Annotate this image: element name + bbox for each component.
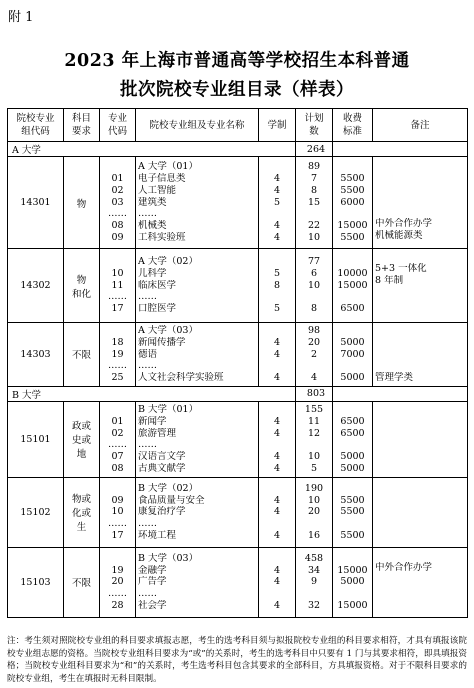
university-plan-cell: 803 (296, 386, 333, 401)
subject-requirement-line: 不限 (71, 350, 91, 362)
plan-count-column (296, 477, 333, 547)
tuition-fee-cell: 5500 (340, 231, 365, 243)
page-title-line-1: 2023 年上海市普通高等学校招生本科普通 (64, 51, 410, 71)
tuition-fee-column (333, 477, 373, 547)
tuition-fee-cell: 5500 (340, 184, 365, 196)
major-name-cell: …… (138, 439, 157, 451)
subject-requirement-line: 史或 (71, 435, 91, 447)
major-group-table (7, 108, 468, 618)
years-cell: 4 (273, 348, 281, 360)
plan-count-cell (296, 291, 332, 303)
remark-cell: 8 年制 (375, 274, 404, 286)
subject-requirement-line: 物 (76, 198, 87, 210)
plan-count-cell: 32 (307, 599, 321, 611)
major-code-cell: 20 (111, 576, 124, 588)
major-name-column (136, 157, 259, 249)
tuition-fee-cell (333, 404, 372, 416)
tuition-fee-cell: 7000 (340, 348, 365, 360)
years-cell: 5 (273, 303, 281, 315)
plan-count-cell: 20 (307, 506, 321, 518)
major-code-cell: 02 (111, 427, 124, 439)
years-cell (259, 439, 295, 451)
plan-count-cell: 458 (304, 552, 324, 564)
university-name-cell: B 大学 (8, 386, 296, 401)
tuition-fee-cell (333, 291, 372, 303)
tuition-fee-cell: 6500 (340, 303, 365, 315)
remark-cell (375, 585, 467, 597)
tuition-fee-column (333, 401, 373, 477)
tuition-fee-cell: 15000 (337, 279, 368, 291)
major-name-cell: 食品质量与安全 (138, 494, 205, 506)
years-cell: 4 (273, 564, 281, 576)
major-code-cell (100, 256, 135, 268)
major-code-cell: 07 (111, 451, 124, 463)
major-code-cell: 19 (111, 348, 124, 360)
years-cell (259, 161, 295, 173)
tuition-fee-column (333, 547, 373, 617)
group-code-cell: 14303 (8, 323, 64, 387)
subject-requirement-line: 政或 (71, 421, 91, 433)
plan-count-cell (296, 588, 332, 600)
header-plan: 计划 数 (296, 109, 333, 142)
years-cell: 4 (273, 415, 281, 427)
remark-cell (375, 597, 467, 609)
tuition-fee-cell: 5000 (340, 372, 365, 384)
remark-cell (375, 194, 467, 206)
years-cell: 4 (273, 599, 281, 611)
years-cell: 4 (273, 372, 281, 384)
years-cell: 4 (273, 336, 281, 348)
major-code-cell: 19 (111, 564, 124, 576)
plan-count-cell: 15 (307, 196, 321, 208)
remark-cell (375, 439, 467, 451)
remark-cell (375, 515, 467, 527)
plan-count-cell: 16 (307, 529, 321, 541)
major-code-cell: 18 (111, 336, 124, 348)
group-row (8, 157, 468, 249)
years-cell (259, 483, 295, 495)
major-code-cell: …… (108, 588, 127, 600)
years-column (259, 477, 296, 547)
remark-column (373, 401, 468, 477)
major-name-cell: 机械类 (138, 220, 167, 232)
major-name-cell: 金融学 (138, 564, 167, 576)
major-code-column (100, 401, 136, 477)
plan-count-cell: 10 (307, 494, 321, 506)
tuition-fee-cell: 5000 (340, 462, 365, 474)
major-code-column (100, 157, 136, 249)
major-name-cell: 康复治疗学 (138, 506, 186, 518)
years-column (259, 249, 296, 323)
major-code-cell (100, 325, 135, 337)
remark-column (373, 157, 468, 249)
plan-count-cell (296, 518, 332, 530)
major-name-cell: A 大学（02） (138, 256, 198, 267)
years-cell: 4 (273, 427, 281, 439)
major-code-cell (100, 161, 135, 173)
subject-requirement-line: 物 (76, 274, 87, 286)
tuition-fee-cell (333, 256, 372, 268)
tuition-fee-cell: 5000 (340, 576, 365, 588)
university-row (8, 142, 468, 157)
group-code-cell: 15102 (8, 477, 64, 547)
subject-requirement-cell (64, 401, 100, 477)
remark-cell (375, 159, 467, 171)
major-name-cell: …… (138, 360, 157, 372)
plan-count-cell (296, 439, 332, 451)
remark-cell (375, 527, 467, 539)
major-name-column (136, 547, 259, 617)
plan-count-cell: 4 (310, 372, 318, 384)
years-cell (259, 208, 295, 220)
years-cell (259, 404, 295, 416)
tuition-fee-cell: 5000 (340, 336, 365, 348)
major-code-cell: …… (108, 439, 127, 451)
years-cell (259, 256, 295, 268)
years-cell: 4 (273, 494, 281, 506)
major-code-cell: …… (108, 208, 127, 220)
plan-count-cell: 2 (310, 348, 318, 360)
header-name: 院校专业组及专业名称 (136, 109, 259, 142)
remark-column (373, 477, 468, 547)
plan-count-cell: 155 (304, 403, 324, 415)
header-subject-requirement: 科目 要求 (64, 109, 100, 142)
years-cell: 4 (273, 231, 281, 243)
plan-count-cell: 6 (310, 267, 318, 279)
major-code-cell: 01 (111, 415, 124, 427)
footnote: 注：考生须对照院校专业组的科目要求填报志愿，考生的选考科目须与拟报院校专业组的科目要求相符，才具有填报该院校专业组志愿的资格。当院校专业组科目要求为“或”的关系时，考生的选考科目中只要有 1 门与其要求相符，即具填报资格；当院校专业组科目要求为“和”的关系时，考生选考科目包含其要求的全部科目，方具填报资格。对于不限科目要求的院校专业组，考生在填报时无科目限制。 (7, 636, 467, 684)
plan-count-cell: 12 (307, 427, 321, 439)
major-name-cell: 工科实验班 (138, 231, 186, 243)
years-cell: 4 (273, 529, 281, 541)
major-name-cell: 建筑类 (138, 196, 167, 208)
subject-requirement-cell (64, 547, 100, 617)
remark-cell (375, 428, 467, 440)
plan-count-cell (296, 360, 332, 372)
remark-cell (375, 451, 467, 463)
remark-cell (375, 251, 467, 263)
years-cell: 4 (273, 576, 281, 588)
plan-count-column (296, 323, 333, 387)
major-name-cell: 临床医学 (138, 279, 177, 291)
plan-count-cell: 190 (304, 482, 324, 494)
tuition-fee-column (333, 157, 373, 249)
tuition-fee-column (333, 323, 373, 387)
group-row (8, 401, 468, 477)
major-name-cell: 社会学 (138, 599, 167, 611)
major-code-cell: 09 (111, 231, 124, 243)
major-name-column (136, 401, 259, 477)
remark-cell (375, 480, 467, 492)
remark-cell (375, 337, 467, 349)
group-code-cell: 15101 (8, 401, 64, 477)
major-name-cell: 人文社会科学实验班 (138, 372, 224, 384)
major-name-column (136, 477, 259, 547)
tuition-fee-cell (333, 161, 372, 173)
major-code-cell: 11 (111, 279, 124, 291)
major-name-cell: …… (138, 518, 157, 530)
plan-count-cell: 8 (310, 184, 318, 196)
major-code-column (100, 249, 136, 323)
plan-count-cell (296, 208, 332, 220)
major-name-cell: 儿科学 (138, 267, 167, 279)
table-header-row (8, 109, 468, 142)
years-cell (259, 325, 295, 337)
remark-cell (375, 206, 467, 218)
subject-requirement-line: 物或 (71, 494, 91, 506)
header-group-code: 院校专业 组代码 (8, 109, 64, 142)
plan-count-column (296, 401, 333, 477)
major-name-cell: 古典文献学 (138, 462, 186, 474)
remark-cell (375, 325, 467, 337)
plan-count-column (296, 157, 333, 249)
major-name-column (136, 249, 259, 323)
years-cell: 4 (273, 451, 281, 463)
tuition-fee-cell: 10000 (337, 267, 368, 279)
major-name-cell: B 大学（03） (138, 552, 199, 564)
years-cell: 5 (273, 196, 281, 208)
remark-cell: 5+3 一体化 (375, 262, 427, 274)
remark-cell (375, 492, 467, 504)
years-cell: 4 (273, 220, 281, 232)
header-major-code: 专业 代码 (100, 109, 136, 142)
tuition-fee-cell: 5500 (340, 529, 365, 541)
years-cell: 5 (273, 267, 281, 279)
plan-count-cell: 9 (310, 576, 318, 588)
remark-cell (375, 463, 467, 475)
remark-column (373, 547, 468, 617)
major-code-cell: 08 (111, 220, 124, 232)
plan-count-cell: 20 (307, 336, 321, 348)
remark-cell: 管理学类 (375, 372, 414, 384)
major-code-cell: 09 (111, 494, 124, 506)
university-plan-cell: 264 (296, 142, 333, 157)
subject-requirement-cell (64, 249, 100, 323)
tuition-fee-cell: 15000 (337, 220, 368, 232)
major-name-cell: 汉语言文学 (138, 451, 186, 463)
major-name-cell: …… (138, 291, 157, 303)
remark-column (373, 249, 468, 323)
university-row (8, 386, 468, 401)
group-code-cell: 14302 (8, 249, 64, 323)
tuition-fee-cell: 6500 (340, 415, 365, 427)
tuition-fee-cell (333, 439, 372, 451)
major-code-cell: 28 (111, 599, 124, 611)
major-code-cell (100, 553, 135, 565)
plan-count-cell: 7 (310, 173, 318, 184)
tuition-fee-cell: 5500 (340, 173, 365, 184)
tuition-fee-cell: 5500 (340, 506, 365, 518)
plan-count-cell: 10 (307, 451, 321, 463)
remark-cell (375, 183, 467, 195)
university-blank-cell (333, 386, 468, 401)
years-cell: 4 (273, 184, 281, 196)
major-name-cell: 旅游管理 (138, 427, 177, 439)
remark-cell (375, 349, 467, 361)
university-name-cell: A 大学 (8, 142, 296, 157)
major-name-cell: 新闻学 (138, 415, 167, 427)
years-cell: 4 (273, 173, 281, 184)
major-code-column (100, 477, 136, 547)
remark-cell (375, 550, 467, 562)
tuition-fee-cell (333, 360, 372, 372)
years-column (259, 323, 296, 387)
subject-requirement-line: 和化 (71, 288, 91, 300)
years-cell: 4 (273, 506, 281, 518)
years-cell (259, 360, 295, 372)
plan-count-cell: 98 (307, 325, 321, 336)
major-name-cell: 环境工程 (138, 529, 177, 541)
major-code-cell: …… (108, 518, 127, 530)
major-name-cell: A 大学（01） (138, 161, 198, 173)
remark-cell (375, 573, 467, 585)
major-code-cell: 02 (111, 184, 124, 196)
remark-cell (375, 360, 467, 372)
subject-requirement-line: 生 (76, 522, 87, 534)
plan-count-cell: 10 (307, 231, 321, 243)
major-code-column (100, 323, 136, 387)
years-cell (259, 553, 295, 565)
major-name-cell: B 大学（01） (138, 403, 199, 415)
major-name-cell: …… (138, 208, 157, 220)
group-row (8, 323, 468, 387)
plan-count-cell: 34 (307, 564, 321, 576)
major-name-column (136, 323, 259, 387)
plan-count-cell: 10 (307, 279, 321, 291)
major-name-cell: A 大学（03） (138, 325, 198, 336)
plan-count-column (296, 547, 333, 617)
years-column (259, 157, 296, 249)
major-name-cell: B 大学（02） (138, 482, 199, 494)
major-name-cell: 人工智能 (138, 184, 177, 196)
major-name-cell: 电子信息类 (138, 173, 186, 184)
tuition-fee-cell: 5500 (340, 494, 365, 506)
years-cell: 8 (273, 279, 281, 291)
page-title-line-2: 批次院校专业组目录（样表） (120, 80, 354, 100)
plan-count-cell: 22 (307, 220, 321, 232)
major-code-cell: 10 (111, 506, 124, 518)
tuition-fee-cell: 5000 (340, 451, 365, 463)
remark-cell (375, 171, 467, 183)
plan-count-cell: 8 (310, 303, 318, 315)
tuition-fee-cell (333, 483, 372, 495)
tuition-fee-cell: 6500 (340, 427, 365, 439)
tuition-fee-cell (333, 553, 372, 565)
subject-requirement-line: 化或 (71, 508, 91, 520)
annex-label: 附 1 (8, 10, 34, 25)
major-name-cell: …… (138, 588, 157, 600)
years-cell: 4 (273, 462, 281, 474)
remark-cell (375, 286, 467, 298)
group-code-cell: 15103 (8, 547, 64, 617)
tuition-fee-cell: 6000 (340, 196, 365, 208)
major-code-cell: 10 (111, 267, 124, 279)
university-blank-cell (333, 142, 468, 157)
tuition-fee-cell: 15000 (337, 564, 368, 576)
major-code-cell: …… (108, 360, 127, 372)
years-column (259, 547, 296, 617)
major-code-cell (100, 483, 135, 495)
major-code-cell: …… (108, 291, 127, 303)
group-row (8, 249, 468, 323)
major-code-column (100, 547, 136, 617)
remark-cell: 机械能源类 (375, 229, 423, 241)
remark-cell: 中外合作办学 (375, 561, 433, 573)
tuition-fee-cell (333, 588, 372, 600)
subject-requirement-line: 不限 (71, 578, 91, 590)
plan-count-cell: 5 (310, 462, 318, 474)
tuition-fee-column (333, 249, 373, 323)
remark-column (373, 323, 468, 387)
major-code-cell: 01 (111, 173, 124, 184)
subject-requirement-cell (64, 157, 100, 249)
years-cell (259, 291, 295, 303)
group-row (8, 547, 468, 617)
years-cell (259, 588, 295, 600)
major-code-cell: 03 (111, 196, 124, 208)
header-remark: 备注 (373, 109, 468, 142)
major-name-cell: 口腔医学 (138, 303, 177, 315)
years-column (259, 401, 296, 477)
plan-count-column (296, 249, 333, 323)
major-code-cell: 17 (111, 529, 124, 541)
plan-count-cell: 89 (307, 161, 321, 173)
major-name-cell: 德语 (138, 348, 158, 360)
remark-cell (375, 404, 467, 416)
tuition-fee-cell (333, 518, 372, 530)
plan-count-cell: 77 (307, 256, 321, 267)
years-cell (259, 518, 295, 530)
subject-requirement-cell (64, 477, 100, 547)
remark-cell (375, 298, 467, 310)
header-years: 学制 (259, 109, 296, 142)
major-code-cell: 25 (111, 372, 124, 384)
remark-cell (375, 503, 467, 515)
remark-cell: 中外合作办学 (375, 217, 433, 229)
plan-count-cell: 11 (307, 415, 321, 427)
group-code-cell: 14301 (8, 157, 64, 249)
major-name-cell: 新闻传播学 (138, 336, 186, 348)
header-fee: 收费 标准 (333, 109, 373, 142)
remark-cell (375, 416, 467, 428)
subject-requirement-line: 地 (76, 449, 87, 461)
tuition-fee-cell (333, 325, 372, 337)
major-code-cell: 17 (111, 303, 124, 315)
group-row (8, 477, 468, 547)
major-code-cell: 08 (111, 462, 124, 474)
major-name-cell: 广告学 (138, 576, 167, 588)
major-code-cell (100, 404, 135, 416)
tuition-fee-cell (333, 208, 372, 220)
tuition-fee-cell: 15000 (337, 599, 368, 611)
subject-requirement-cell (64, 323, 100, 387)
